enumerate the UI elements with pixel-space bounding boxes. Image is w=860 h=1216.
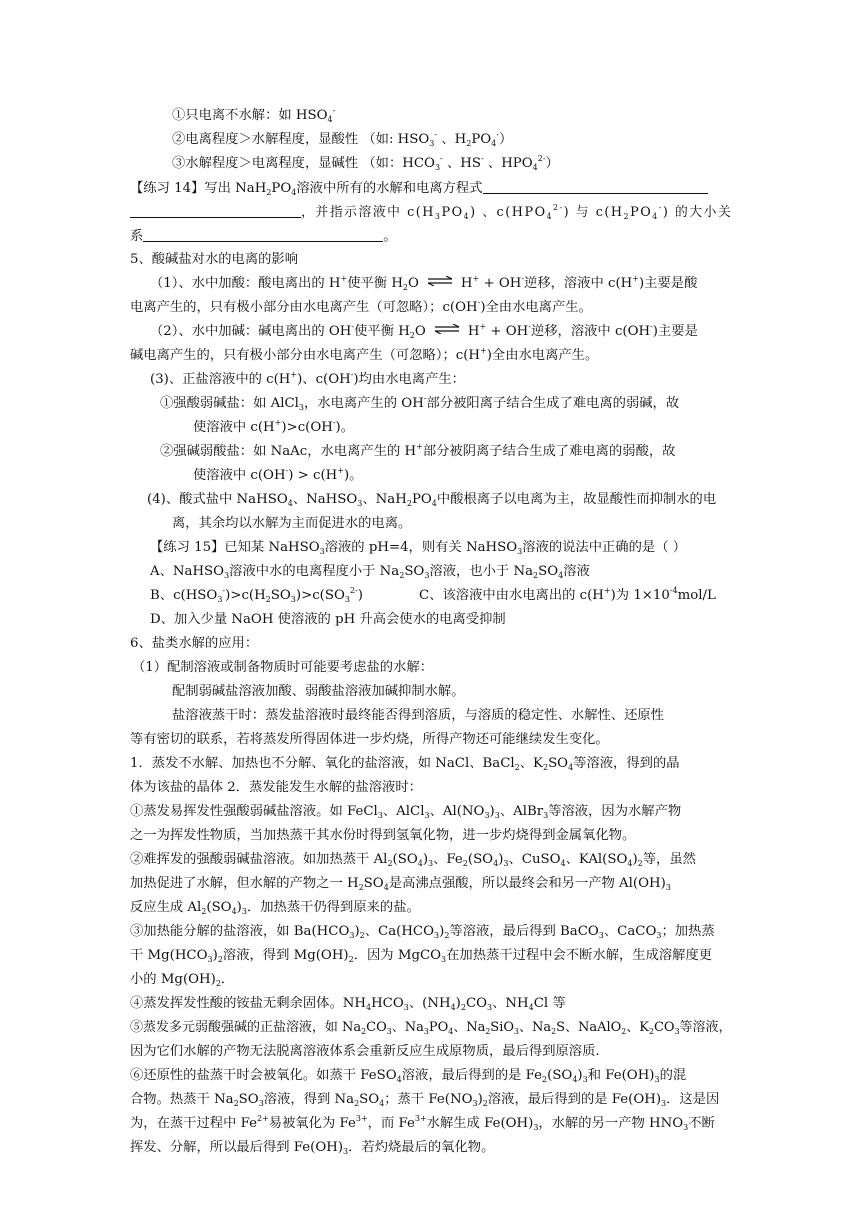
para-evaporate-intro-cont: 等有密切的联系，若将蒸发所得固体进一步灼烧，所得产物还可能继续发生变化。 xyxy=(130,732,609,747)
para-prepare-solution: 配制弱碱盐溶液加酸、弱酸盐溶液加碱抑制水解。 xyxy=(172,684,465,699)
line-ionization-gt-hydrolysis: ②电离程度＞水解程度，显酸性 （如: $HSO_3^-$ 、$H_2PO_4^-$） xyxy=(172,130,513,148)
para-rule-weak-acid-salt-cont: 因为它们水解的产物无法脱离溶液体系会重新反应生成原物质，最后得到原溶质. xyxy=(130,1044,600,1059)
equilibrium-arrow-icon xyxy=(434,324,460,334)
exercise-14-line-3: 系 。 xyxy=(130,229,397,244)
para-rule-1: 1．蒸发不水解、加热也不分解、氧化的盐溶液，如 NaCl、BaCl$_2$、$K_2SO_4$等溶液，得到的晶 xyxy=(130,756,680,772)
exercise-15-question: 【练习 15】已知某 NaHSO$_3$溶液的 pH=4，则有关 NaHSO$_3$溶液的说法中正确的是（ ） xyxy=(150,540,687,556)
para-strong-acid-weak-base: ①强酸弱碱盐：如 AlCl$_3$，水电离产生的 OH-部分被阳离子结合生成了难电离的弱碱，故 xyxy=(160,394,680,412)
exercise-15-option-d: D、加入少量 NaOH 使溶液的 pH 升高会使水的电离受抑制 xyxy=(150,612,506,627)
exercise-14-line-2: ，并指示溶液中 $c(H_3PO_4)$ 、$c(HPO_4^{2-})$ 与 $c(H_2PO_4^-)$ 的大小关 xyxy=(130,203,732,221)
answer-blank xyxy=(143,227,383,242)
para-acid-salt-cont: 离，其余均以水解为主而促进水的电离。 xyxy=(172,516,412,531)
line-hso4: ①只电离不水解：如 $HSO_4^-$ xyxy=(172,106,336,124)
section-6-heading: 6、盐类水解的应用： xyxy=(130,636,259,651)
para-rule-volatile-acid: ①蒸发易挥发性强酸弱碱盐溶液。如 FeCl$_3$、AlCl$_3$、$Al(NO_3)_3$、AlBr$_3$等溶液，因为水解产物 xyxy=(130,804,682,820)
para-acid-in-water: （1）、水中加酸：酸电离出的 H+使平衡 $H_2O$ H+ + OH-逆移，溶液中 c(H+)主要是酸 xyxy=(150,274,698,292)
para-acid-salt: (4)、酸式盐中 NaHSO$_4$、NaHSO$_3$、$NaH_2PO_4$中酸根离子以电离为主，故显酸性而抑制水的电 xyxy=(147,492,717,508)
para-rule-reducing-salt-cont: 合物。热蒸干 $Na_2SO_3$溶液，得到 $Na_2SO_4$；蒸干 $Fe(NO_3)_2$溶液，最后得到的是 $Fe(OH)_3$．这是因 xyxy=(130,1092,720,1108)
para-rule-decomposable: ③加热能分解的盐溶液，如 $Ba(HCO_3)_2$、$Ca(HCO_3)_2$等溶液，最后得到 BaCO$_3$、CaCO$_3$；加热蒸 xyxy=(130,924,715,940)
para-rule-nonvolatile-acid: ②难挥发的强酸弱碱盐溶液。如加热蒸干 $Al_2(SO_4)_3$、$Fe_2(SO_4)_3$、CuSO$_4$、$KAl(SO_4)_2$等，虽然 xyxy=(130,852,696,868)
subsection-6-1-heading: （1）配制溶液或制备物质时可能要考虑盐的水解： xyxy=(132,660,433,675)
para-rule-reducing-salt: ⑥还原性的盐蒸干时会被氧化。如蒸干 FeSO$_4$溶液，最后得到的是 $Fe_2(SO_4)_3$和 $Fe(OH)_3$的混 xyxy=(130,1068,687,1084)
para-strong-base-weak-acid-cont: 使溶液中 c(OH-) > c(H+)。 xyxy=(193,466,363,483)
equilibrium-arrow-icon xyxy=(427,276,453,286)
para-rule-ammonium: ④蒸发挥发性酸的铵盐无剩余固体。$NH_4HCO_3$、$(NH_4)_2CO_3$、$NH_4Cl$ 等 xyxy=(130,996,566,1012)
para-rule-volatile-acid-cont: 之一为挥发性物质，当加热蒸干其水份时得到氢氧化物，进一步灼烧得到金属氧化物。 xyxy=(130,828,636,843)
para-rule-decomposable-cont: 干 $Mg(HCO_3)_2$溶液，得到 $Mg(OH)_2$．因为 MgCO$_3$在加热蒸干过程中会不断水解，生成溶解度更 xyxy=(130,948,713,964)
para-rule-reducing-salt-end: 挥发、分解，所以最后得到 $Fe(OH)_3$．若灼烧最后的氧化物。 xyxy=(130,1140,495,1156)
para-rule-nonvolatile-acid-cont: 加热促进了水解，但水解的产物之一 $H_2SO_4$是高沸点强酸，所以最终会和另一产物 $Al(OH)_3$ xyxy=(130,876,671,892)
para-rule-reducing-salt-cont-2: 为，在蒸干过程中 $Fe^{2+}$易被氧化为 $Fe^{3+}$，而 $Fe^{3+}$水解生成 $Fe(OH)_3$，水解的另一产物 $HNO_3$不断 xyxy=(130,1114,715,1132)
exercise-15-option-c: C、该溶液中由水电离出的 c(H+)为 $1\times 10^{-4}mol/L$ xyxy=(419,586,716,603)
para-rule-decomposable-end: 小的 $Mg(OH)_2$． xyxy=(130,972,235,988)
exercise-15-option-b: B、$c(HSO_3^-)>c(H_2SO_3)>c(SO_3^{2-})$ xyxy=(150,586,363,604)
para-base-in-water-cont: 碱电离产生的，只有极小部分由水电离产生（可忽略）；c(H+)全由水电离产生。 xyxy=(130,346,599,363)
para-rule-nonvolatile-acid-end: 反应生成 $Al_2(SO_4)_3$．加热蒸干仍得到原来的盐。 xyxy=(130,900,420,916)
para-rule-weak-acid-salt: ⑤蒸发多元弱酸强碱的正盐溶液，如 $Na_2CO_3$、$Na_3PO_4$、$Na_2SiO_3$、$Na_2S$、NaAlO$_2$、$K_2CO_3$等溶液， xyxy=(130,1020,732,1036)
para-strong-base-weak-acid: ②强碱弱酸盐：如 NaAc，水电离产生的 H+部分被阴离子结合生成了难电离的弱酸，故 xyxy=(160,442,676,459)
answer-blank xyxy=(130,203,301,218)
para-base-in-water: （2）、水中加碱：碱电离出的 OH-使平衡 $H_2O$ H+ + OH-逆移，溶液中 c(OH-)主要是 xyxy=(150,322,698,340)
para-normal-salt: (3)、正盐溶液中的 c(H+)、c(OH-)均由水电离产生： xyxy=(150,370,465,387)
section-5-heading: 5、酸碱盐对水的电离的影响 xyxy=(130,252,299,267)
answer-blank xyxy=(483,179,708,194)
para-strong-acid-weak-base-cont: 使溶液中 c(H+)>c(OH-)。 xyxy=(193,418,355,435)
exercise-15-option-a: A、NaHSO$_3$溶液中水的电离程度小于 $Na_2SO_3$溶液，也小于 $Na_2SO_4$溶液 xyxy=(150,564,590,580)
exercise-14-question: 【练习 14】写出 $NaH_2PO_4$溶液中所有的水解和电离方程式 xyxy=(130,179,708,197)
para-rule-1-cont: 体为该盐的晶体 2．蒸发能发生水解的盐溶液时： xyxy=(130,780,422,795)
line-hydrolysis-gt-ionization: ③水解程度＞电离程度，显碱性 （如：$HCO_3^-$ 、HS- 、$HPO_4^{2-}$） xyxy=(172,154,559,172)
para-acid-in-water-cont: 电离产生的，只有极小部分由水电离产生（可忽略）；c(OH-)全由水电离产生。 xyxy=(130,298,592,315)
para-evaporate-intro: 盐溶液蒸干时：蒸发盐溶液时最终能否得到溶质，与溶质的稳定性、水解性、还原性 xyxy=(172,708,664,723)
